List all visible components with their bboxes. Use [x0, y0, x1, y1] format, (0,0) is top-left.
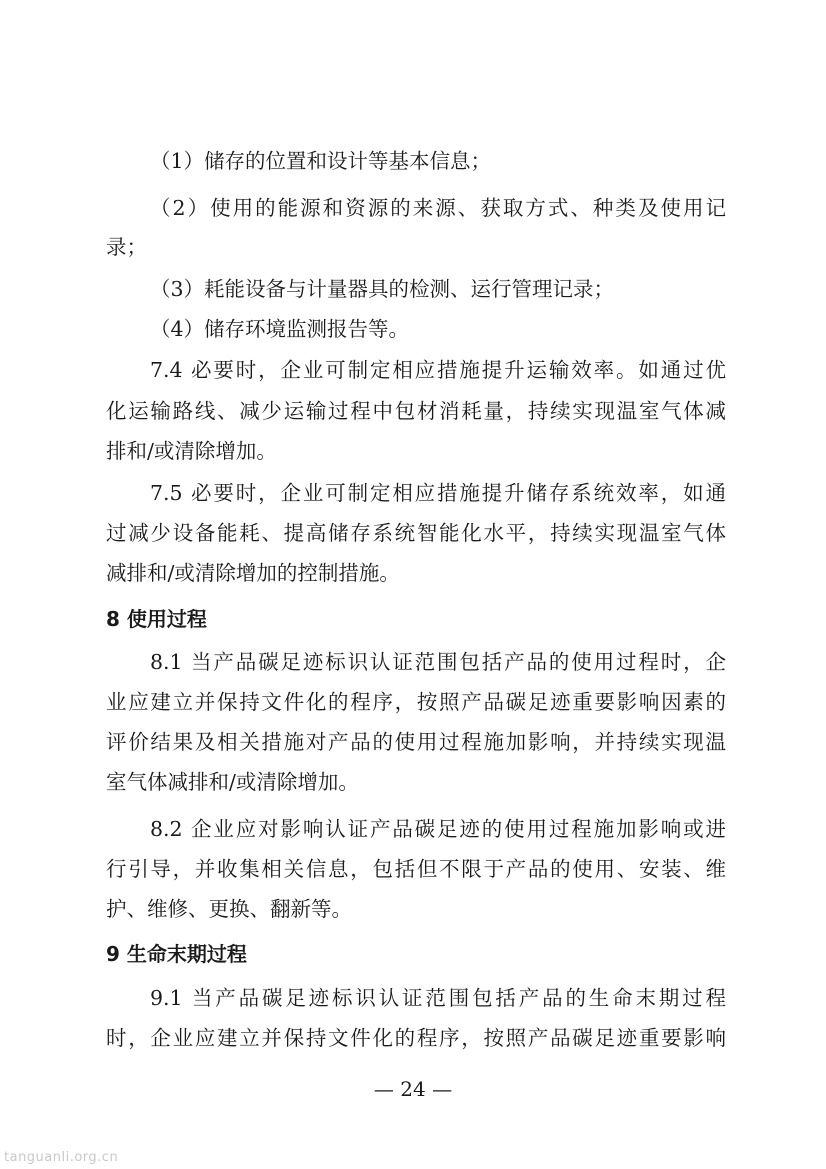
paragraph-line: 过减少设备能耗、提高储存系统智能化水平，持续实现温室气体 — [106, 521, 726, 545]
paragraph-line: 业应建立并保持文件化的程序，按照产品碳足迹重要影响因素的 — [106, 690, 726, 714]
list-item: （3）耗能设备与计量器具的检测、运行管理记录； — [150, 277, 615, 301]
paragraph-line: 护、维修、更换、翻新等。 — [106, 897, 352, 921]
watermark: tanguanli.org.cn — [4, 1150, 119, 1165]
list-item: （1）储存的位置和设计等基本信息； — [150, 149, 492, 173]
paragraph-line: 行引导，并收集相关信息，包括但不限于产品的使用、安装、维 — [106, 857, 726, 881]
section-heading-8: 8 使用过程 — [106, 607, 207, 631]
section-heading-9: 9 生命末期过程 — [106, 942, 247, 966]
paragraph-line: 评价结果及相关措施对产品的使用过程施加影响，并持续实现温 — [106, 730, 726, 754]
list-item: （4）储存环境监测报告等。 — [150, 317, 410, 341]
list-item: （2）使用的能源和资源的来源、获取方式、种类及使用记 — [150, 196, 726, 220]
clause-7-4: 7.4 必要时，企业可制定相应措施提升运输效率。如通过优 — [150, 358, 726, 382]
paragraph-line: 化运输路线、减少运输过程中包材消耗量，持续实现温室气体减 — [106, 399, 726, 423]
paragraph-line: 排和/或清除增加。 — [106, 439, 277, 463]
paragraph-line: 时，企业应建立并保持文件化的程序，按照产品碳足迹重要影响 — [106, 1026, 726, 1050]
clause-8-1: 8.1 当产品碳足迹标识认证范围包括产品的使用过程时，企 — [150, 650, 726, 674]
paragraph-line: 室气体减排和/或清除增加。 — [106, 770, 359, 794]
paragraph-line: 录； — [106, 235, 147, 259]
page-number: — 24 — — [373, 1077, 453, 1101]
clause-8-2: 8.2 企业应对影响认证产品碳足迹的使用过程施加影响或进 — [150, 817, 726, 841]
paragraph-line: 减排和/或清除增加的控制措施。 — [106, 561, 400, 585]
clause-9-1: 9.1 当产品碳足迹标识认证范围包括产品的生命末期过程 — [150, 986, 726, 1010]
clause-7-5: 7.5 必要时，企业可制定相应措施提升储存系统效率，如通 — [150, 481, 726, 505]
